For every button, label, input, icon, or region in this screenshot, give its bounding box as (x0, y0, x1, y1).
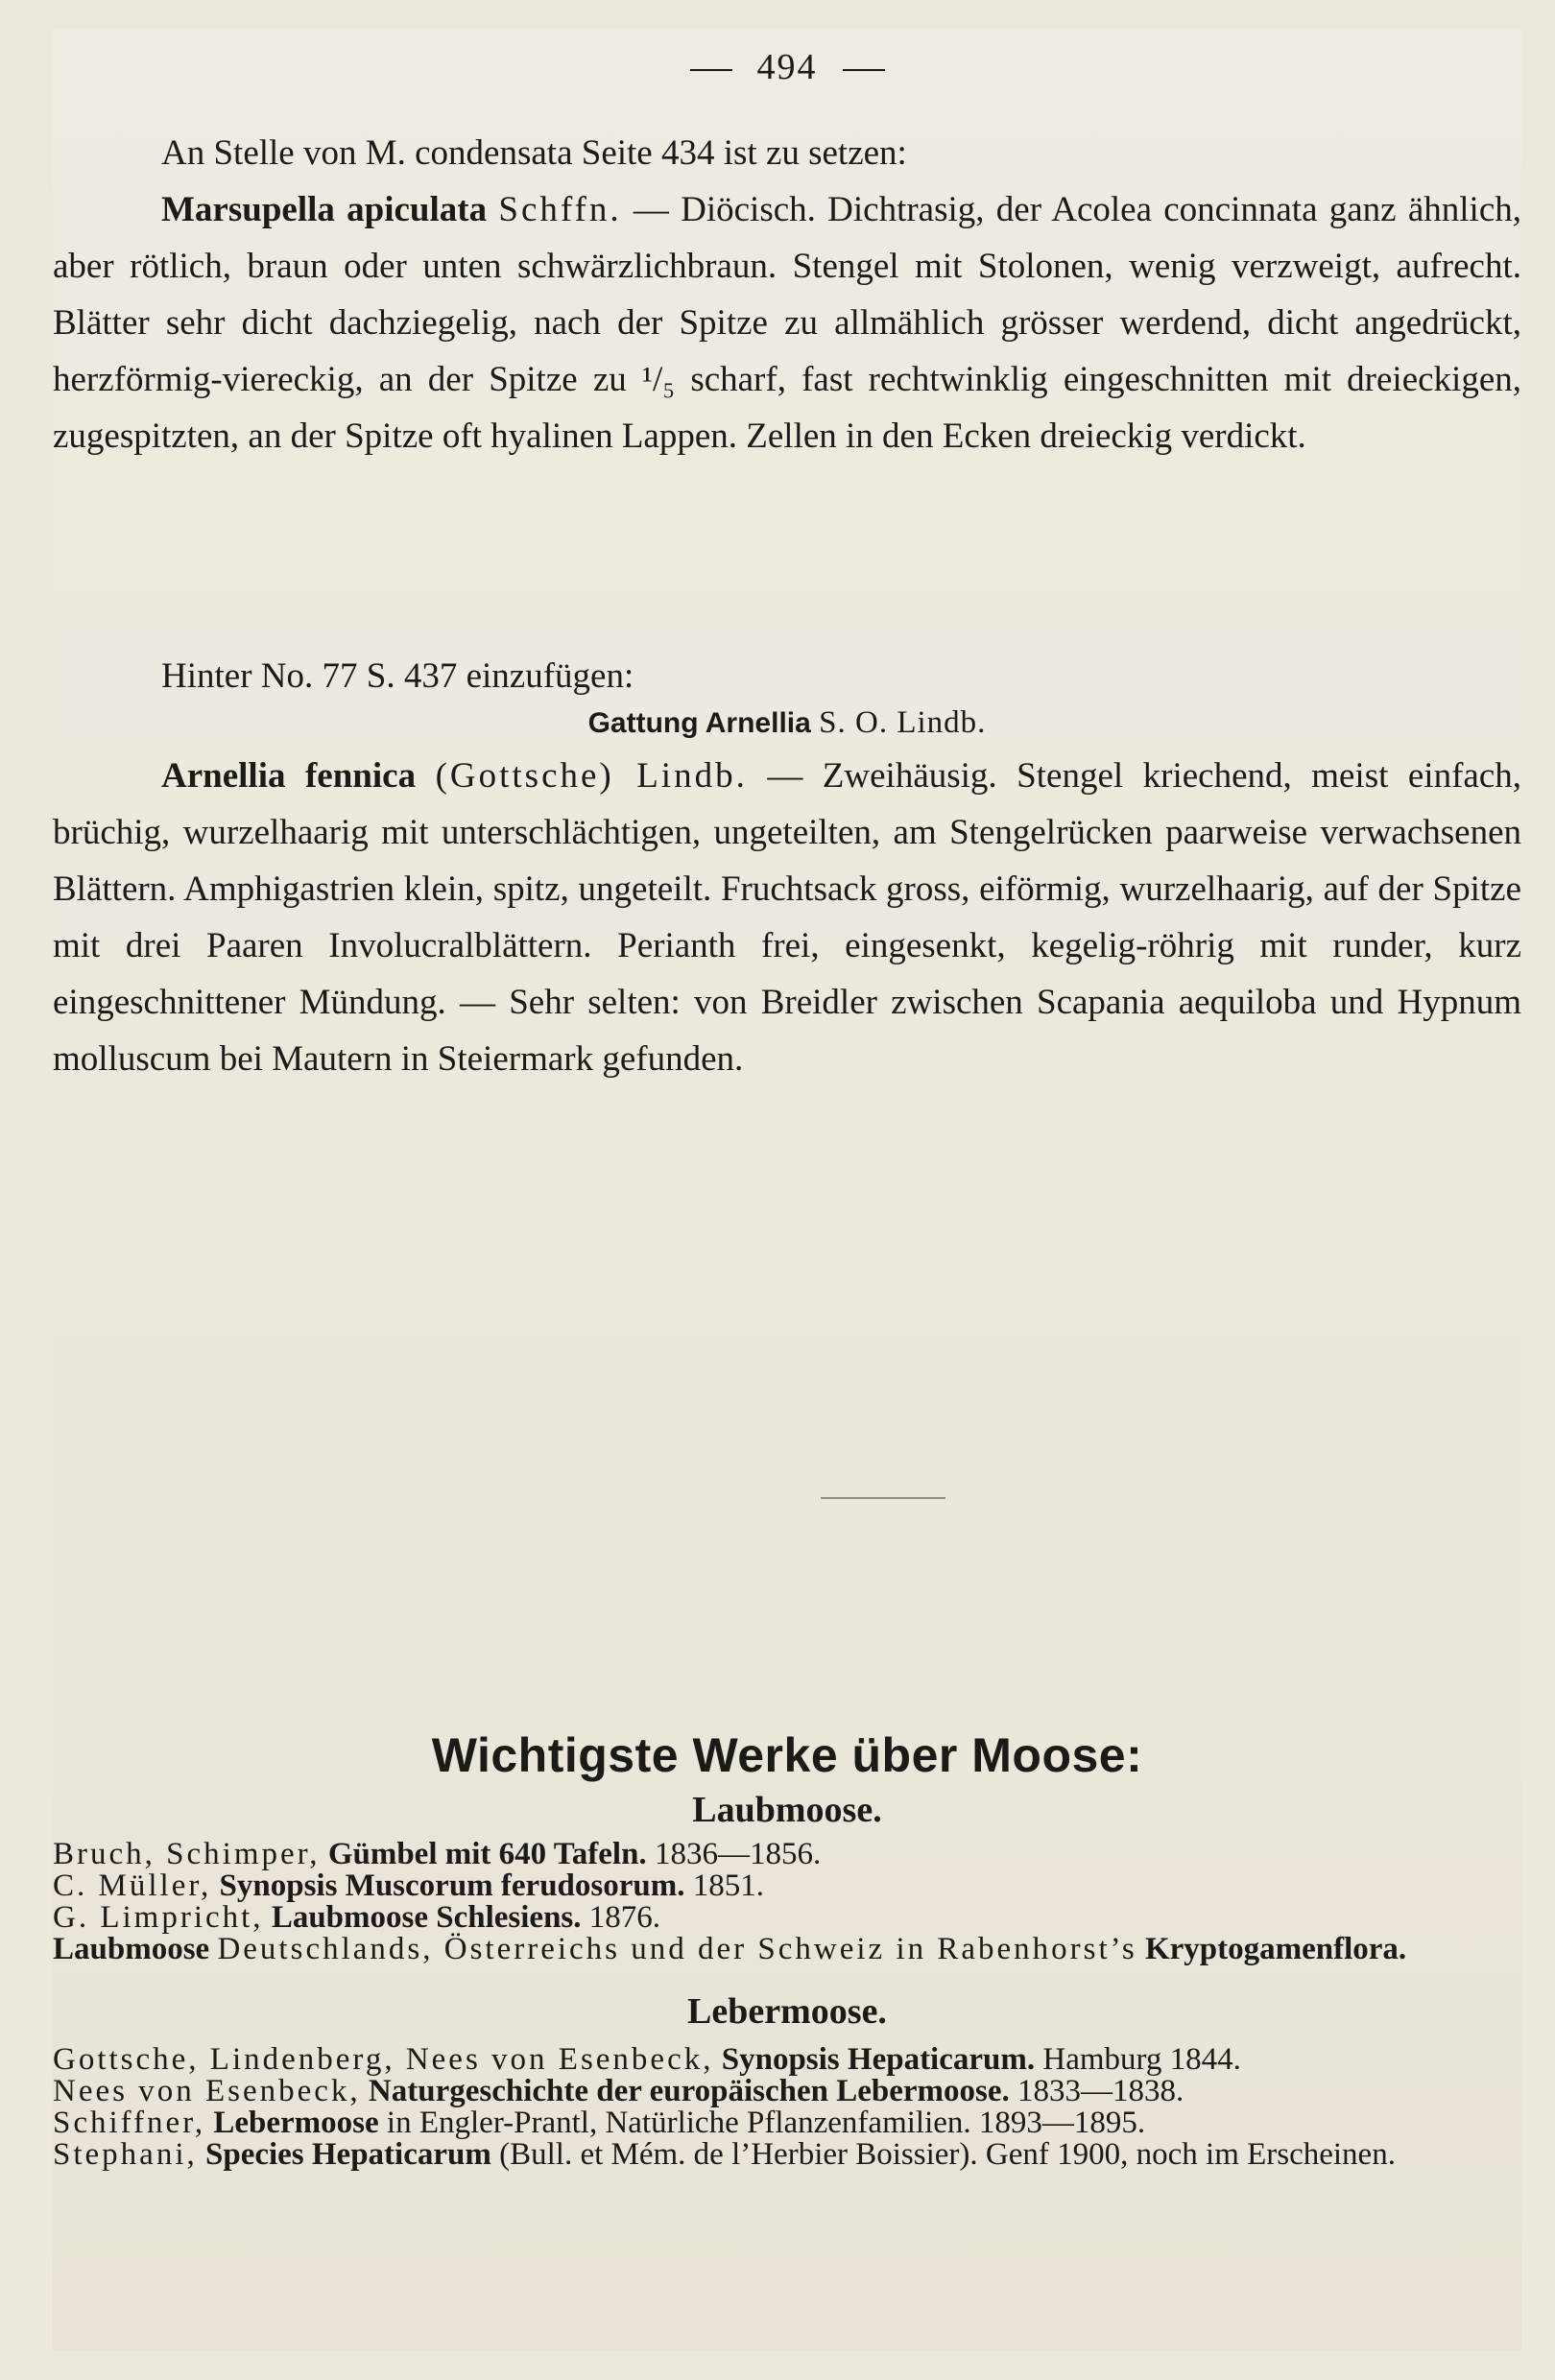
dash-right (843, 69, 885, 71)
reference-entry: Stephani, Species Hepaticarum (Bull. et Mém. de l’Herbier Boissier). Genf 1900, noch im Erscheinen. (53, 2137, 1396, 2172)
lebermoose-heading: Lebermoose. (687, 1991, 887, 2032)
species-name: Arnellia fennica (161, 756, 417, 796)
genus-heading-line (53, 699, 1521, 748)
lebermoose-list (53, 2044, 1521, 2171)
literature-title: Wichtigste Werke über Moose: (431, 1728, 1143, 1782)
divider-rule (821, 1497, 945, 1499)
species-description: — Diöcisch. Dichtrasig, der Acolea concinnata ganz ähnlich, aber rötlich, braun oder unten schwärzlichbraun. Stengel mit Stolonen, wenig verzweigt, aufrecht. Blätter sehr dicht dachziegelig, nach der Spitze zu allmählich grösser werdend, dicht angedrückt, herzförmig-viereckig, an der Spitze zu ¹/₅ scharf, fast rechtwinklig eingeschnitten mit dreieckigen, zugespitzten, an der Spitze oft hyalinen Lappen. Zellen in den Ecken dreieckig verdickt. (53, 190, 1522, 456)
species-description: — Zweihäusig. Stengel kriechend, meist einfach, brüchig, wurzelhaarig mit unterschlächtigen, ungeteilten, am Stengelrücken paarweise verwachsenen Blättern. Amphigastrien klein, spitz, ungeteilt. Fruchtsack gross, eiförmig, wurzelhaarig, auf der Spitze mit drei Paaren Involucralblättern. Perianth frei, eingesenkt, kegelig-röhrig mit runder, kurz eingeschnittener Mündung. — Sehr selten: von Breidler zwischen Scapania aequiloba und Hypnum molluscum bei Mautern in Steiermark gefunden. (53, 756, 1521, 1079)
genus-author: S. O. Lindb. (819, 705, 987, 740)
reference-entry: Schiffner, Lebermoose in Engler-Prantl, Natürliche Pflanzenfamilien. 1893—1895. (53, 2106, 1146, 2140)
dash-left (690, 69, 732, 71)
addendum2-description (53, 748, 1521, 1087)
reference-entry: Gottsche, Lindenberg, Nees von Esenbeck, Synopsis Hepaticarum. Hamburg 1844. (53, 2042, 1241, 2077)
laubmoose-list (53, 1839, 1521, 1965)
addendum-arnellia (53, 648, 1521, 1087)
page (53, 29, 1521, 2351)
species-author: (Gottsche) Lindb. (435, 756, 748, 796)
genus-heading: Gattung Arnellia (587, 707, 811, 739)
literature-section (53, 1727, 1521, 2171)
addendum1-description (53, 181, 1521, 464)
addendum1-intro: An Stelle von M. condensata Seite 434 ist zu setzen: (161, 133, 907, 173)
reference-entry: G. Limpricht, Laubmoose Schlesiens. 1876. (53, 1900, 661, 1935)
reference-entry: C. Müller, Synopsis Muscorum ferudosorum. 1851. (53, 1868, 764, 1903)
addendum-condensata (53, 125, 1521, 464)
species-name: Marsupella apiculata (161, 190, 488, 229)
reference-entry: Bruch, Schimper, Gümbel mit 640 Tafeln. 1836—1856. (53, 1837, 822, 1871)
page-number-line (53, 46, 1521, 88)
reference-entry: Nees von Esenbeck, Naturgeschichte der europäischen Lebermoose. 1833—1838. (53, 2074, 1184, 2108)
laubmoose-heading: Laubmoose. (692, 1790, 882, 1830)
page-number: 494 (756, 47, 818, 87)
reference-entry: Laubmoose Deutschlands, Österreichs und der Schweiz in Rabenhorst’s Kryptogamenflora. (53, 1932, 1407, 1966)
addendum2-intro: Hinter No. 77 S. 437 einzufügen: (161, 656, 634, 696)
species-author: Schffn. (498, 190, 622, 229)
